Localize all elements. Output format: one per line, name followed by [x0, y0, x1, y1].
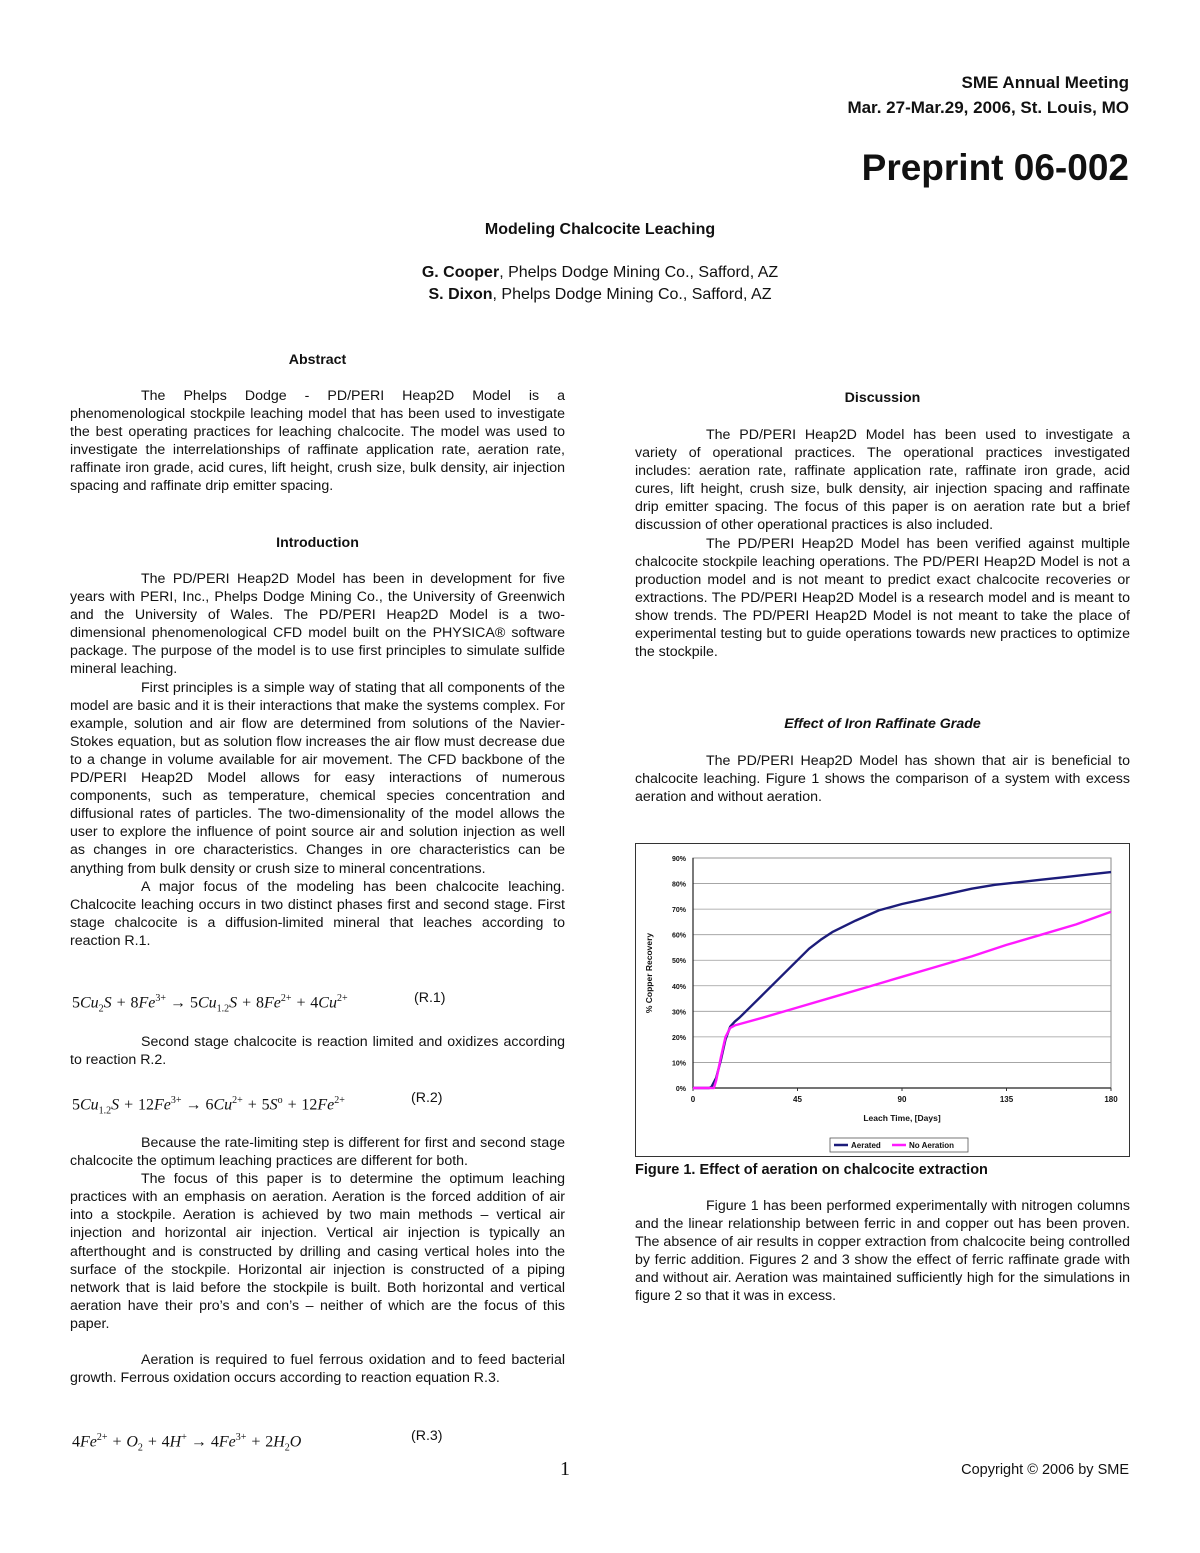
figure-1-caption: Figure 1. Effect of aeration on chalcocite extraction — [635, 1162, 988, 1178]
intro-paragraph-6: The focus of this paper is to determine the optimum leaching practices with an emphasis on aeration. Aeration is the forced addition of air into a stockpile. Aeration is achieved by two main methods – vertical air injection and horizontal air injection. Vertical air injection is typically an afterthought and is constructed by drilling and casing vertical holes into the surface of the stockpile. Horizontal air injection is constructed of a piping network that is laid before the stockpile is built. Both horizontal and vertical aeration have their pro’s and con’s – neither of which are the focus of this paper. — [70, 1171, 565, 1332]
introduction-heading: Introduction — [276, 535, 359, 551]
introduction-body — [70, 570, 565, 950]
equation-r1: $5Cu_2S + 8Fe^{3+} \to 5Cu_{1.2}S + 8Fe^{2+} + 4Cu^{2+}$ — [72, 993, 348, 1015]
discussion-paragraph-1: The PD/PERI Heap2D Model has been used to investigate a variety of operational practices. The operational practices investigated includes: aeration rate, raffinate application rate, raffinate iron grade, acid cures, lift height, crush size, bulk density, air injection spacing and raffinate drip emitter spacing. The focus of this paper is on aeration rate but a brief discussion of other operational practices is also included. — [635, 427, 1130, 534]
copyright: Copyright © 2006 by SME — [961, 1462, 1129, 1478]
equation-r3-label: (R.3) — [411, 1428, 443, 1444]
equation-r2-label: (R.2) — [411, 1090, 443, 1106]
iron-paragraph-2: Figure 1 has been performed experimentally with nitrogen columns and the linear relationship between ferric in and copper out has been proven. The absence of air results in copper extraction from chalcocite being controlled by ferric addition. Figures 2 and 3 show the effect of ferric raffinate grade with and without air. Aeration was maintained sufficiently high for the simulations in figure 2 so that it was in excess. — [635, 1198, 1130, 1305]
intro-aeration — [70, 1351, 565, 1387]
author-2-name: S. Dixon — [428, 286, 493, 303]
y-tick-label: 30% — [671, 1009, 686, 1017]
discussion-heading: Discussion — [844, 390, 921, 406]
intro-paragraph-5: Because the rate-limiting step is different for first and second stage chalcocite the optimum leaching practices are different for both. — [70, 1135, 565, 1170]
y-tick-label: 50% — [671, 958, 686, 966]
author-1-name: G. Cooper — [421, 264, 500, 281]
paper-title: Modeling Chalcocite Leaching — [484, 221, 716, 238]
page-number: 1 — [560, 1458, 570, 1480]
intro-rate-limiting — [70, 1134, 565, 1333]
equation-r1-label: (R.1) — [414, 990, 446, 1006]
x-axis-label: Leach Time, [Days] — [863, 1113, 941, 1123]
iron-section-body — [635, 752, 1130, 806]
discussion-paragraph-2: The PD/PERI Heap2D Model has been verified against multiple chalcocite stockpile leaching operations. The PD/PERI Heap2D Model is not a production model and is not meant to predict exact chalcocite recoveries or extractions. The PD/PERI Heap2D Model is a research model and is meant to show trends. The PD/PERI Heap2D Model is not meant to take the place of experimental testing but to guide operations towards new practices to optimize the stockpile. — [635, 535, 1130, 661]
x-tick-label: 0 — [690, 1095, 696, 1104]
meeting-name: SME Annual Meeting — [961, 73, 1129, 92]
author-2 — [0, 285, 1200, 304]
legend-entry: No Aeration — [909, 1141, 955, 1150]
y-tick-label: 40% — [671, 983, 686, 991]
plot-area — [693, 858, 1111, 1088]
discussion-body — [635, 426, 1130, 661]
x-tick-label: 45 — [793, 1095, 802, 1104]
y-tick-label: 20% — [671, 1034, 686, 1042]
iron-section-body-2 — [635, 1197, 1130, 1306]
abstract-heading: Abstract — [288, 352, 347, 368]
x-tick-label: 180 — [1104, 1095, 1118, 1104]
y-tick-label: 60% — [671, 932, 686, 940]
intro-paragraph-7: Aeration is required to fuel ferrous oxidation and to feed bacterial growth. Ferrous oxidation occurs according to reaction equation R.3. — [70, 1352, 565, 1387]
aeration-chart — [636, 844, 1129, 1156]
intro-paragraph-4: Second stage chalcocite is reaction limited and oxidizes according to reaction R.2. — [70, 1034, 565, 1069]
abstract-text: The Phelps Dodge - PD/PERI Heap2D Model is a phenomenological stockpile leaching model that has been used to investigate the best operating practices for leaching chalcocite. The model was used to investigate the interrelationships of raffinate application rate, aeration rate, raffinate iron grade, acid cures, lift height, crush size, bulk density, air injection spacing and raffinate drip emitter spacing. — [70, 388, 565, 495]
y-tick-label: 80% — [671, 881, 686, 889]
intro-paragraph-1: The PD/PERI Heap2D Model has been in development for five years with PERI, Inc., Phelps Dodge Mining Co., the University of Greenwich and the University of Wales. The PD/PERI Heap2D Model is a two-dimensional phenomenological CFD model built on the PHYSICA® software package. The purpose of the model is to use first principles to simulate sulfide mineral leaching. — [70, 571, 565, 678]
iron-section-heading: Effect of Iron Raffinate Grade — [784, 716, 981, 732]
legend-entry: Aerated — [851, 1141, 881, 1150]
meeting-dates: Mar. 27-Mar.29, 2006, St. Louis, MO — [847, 98, 1129, 117]
intro-paragraph-2: First principles is a simple way of stating that all components of the model are basic and it is their interactions that make the systems complex. For example, solution and air flow are determined from solutions of the Navier-Stokes equation, but as solution flow increases the air flow must decrease due to a change in volume available for air movement. The CFD backbone of the PD/PERI Heap2D Model allows for easy interactions of numerous components, such as temperature, chemical species concentration and diffusional rates of particles. The two-dimensionality of the model allows the user to explore the influence of point source air and solution injection as well as changes in ore characteristics. Changes in ore characteristics can be anything from bulk density or crush size to mineral concentrations. — [70, 679, 565, 877]
intro-second-stage — [70, 1033, 565, 1069]
author-2-affiliation: , Phelps Dodge Mining Co., Safford, AZ — [492, 286, 772, 303]
preprint-number: Preprint 06-002 — [861, 147, 1129, 188]
y-tick-label: 10% — [671, 1060, 686, 1068]
abstract-body — [70, 387, 565, 496]
intro-paragraph-3: A major focus of the modeling has been chalcocite leaching. Chalcocite leaching occurs in two distinct phases first and second stage. First stage chalcocite is a diffusion-limited mineral that leaches according to reaction R.1. — [70, 878, 565, 949]
y-tick-label: 70% — [671, 907, 686, 915]
x-tick-label: 135 — [999, 1095, 1014, 1104]
author-1 — [0, 263, 1200, 282]
y-tick-label: 90% — [671, 856, 686, 863]
x-tick-label: 90 — [897, 1095, 907, 1104]
figure-1 — [635, 843, 1130, 1157]
equation-r3: $4Fe^{2+} + O_2 + 4H^+ \to 4Fe^{3+} + 2H_2O$ — [72, 1432, 302, 1454]
y-tick-label: 0% — [675, 1086, 686, 1093]
y-axis-label: % Copper Recovery — [644, 932, 654, 1014]
iron-paragraph-1: The PD/PERI Heap2D Model has shown that air is beneficial to chalcocite leaching. Figure 1 shows the comparison of a system with excess aeration and without aeration. — [635, 753, 1130, 806]
author-1-affiliation: , Phelps Dodge Mining Co., Safford, AZ — [499, 264, 779, 281]
equation-r2: $5Cu_{1.2}S + 12Fe^{3+} \to 6Cu^{2+} + 5S^o + 12Fe^{2+}$ — [72, 1095, 345, 1117]
